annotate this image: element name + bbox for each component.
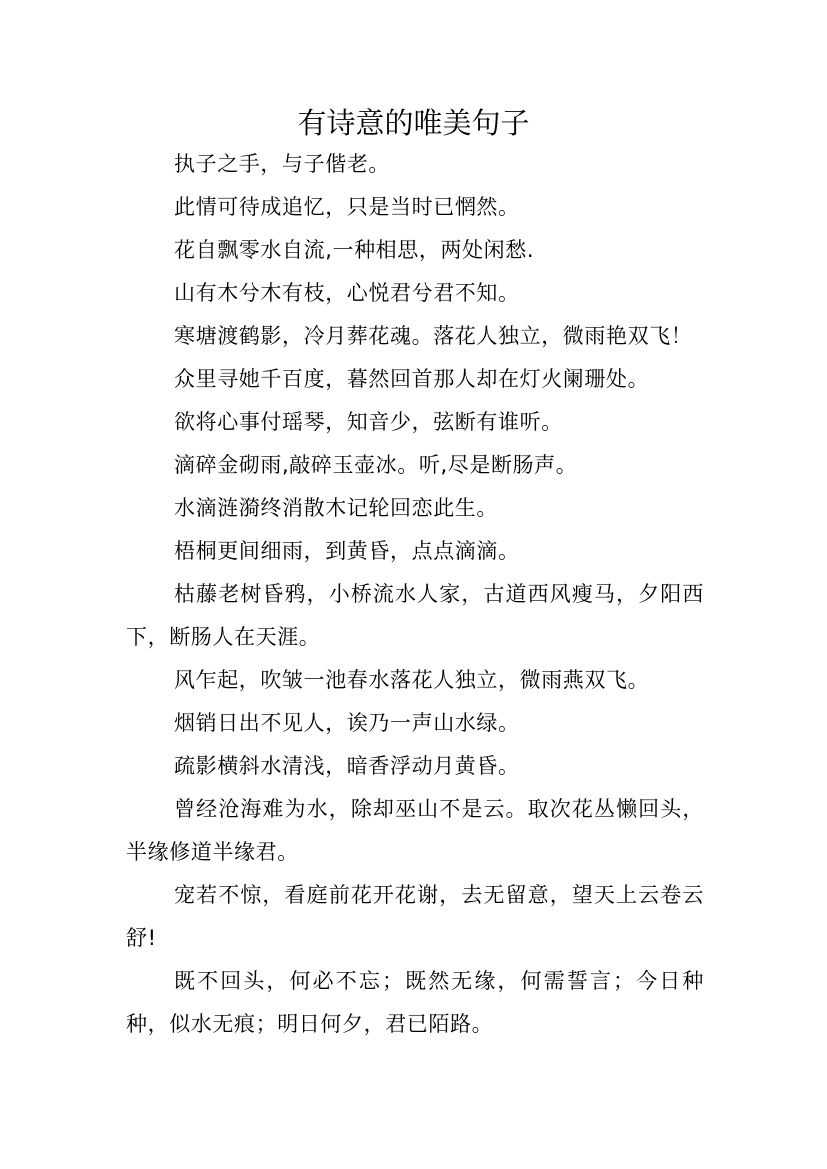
paragraph: 寒塘渡鹤影，冷月葬花魂。落花人独立，微雨艳双飞！: [174, 324, 693, 348]
paragraph: 烟销日出不见人，诶乃一声山水绿。: [174, 711, 520, 735]
paragraph: 枯藤老树昏鸦，小桥流水人家，古道西风瘦马，夕阳西下，断肠人在天涯。: [126, 582, 704, 649]
paragraph: 既不回头，何必不忘；既然无缘，何需誓言；今日种种，似水无痕；明日何夕，君已陌路。: [126, 969, 704, 1036]
paragraph: 宠若不惊，看庭前花开花谢，去无留意，望天上云卷云舒!: [126, 883, 704, 950]
paragraph: 众里寻她千百度，暮然回首那人却在灯火阑珊处。: [174, 367, 650, 391]
paragraph: 梧桐更间细雨，到黄昏，点点滴滴。: [174, 539, 520, 563]
document-body: [126, 143, 704, 1046]
paragraph: 滴碎金砌雨,敲碎玉壶冰。听,尽是断肠声。: [174, 453, 578, 477]
paragraph: 疏影横斜水清浅，暗香浮动月黄昏。: [174, 754, 520, 778]
paragraph: 执子之手，与子偕老。: [174, 152, 390, 176]
paragraph: 花自飘零水自流,一种相思，两处闲愁.: [174, 238, 535, 262]
paragraph: 曾经沧海难为水，除却巫山不是云。取次花丛懒回头，半缘修道半缘君。: [126, 797, 704, 864]
paragraph: 欲将心事付瑶琴，知音少，弦断有谁听。: [174, 410, 563, 434]
paragraph: 水滴涟漪终消散木记轮回恋此生。: [174, 496, 498, 520]
paragraph: 此情可待成追忆，只是当时已惘然。: [174, 195, 520, 219]
paragraph: 山有木兮木有枝，心悦君兮君不知。: [174, 281, 520, 305]
document-title: 有诗意的唯美句子: [297, 106, 530, 140]
paragraph: 风乍起，吹皱一池春水落花人独立，微雨燕双飞。: [174, 668, 650, 692]
